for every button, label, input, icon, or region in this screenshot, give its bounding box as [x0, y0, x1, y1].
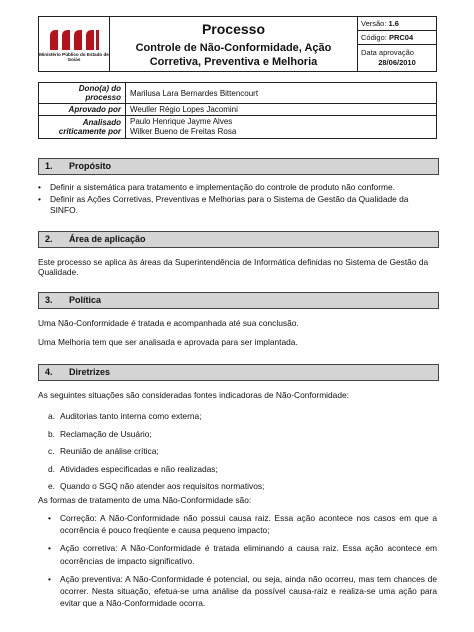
logo [39, 17, 110, 72]
approval-date: 28/06/2010 [378, 58, 416, 68]
owner-label: Dono(a) do processo [39, 83, 126, 104]
list-item: b. Reclamação de Usuário; [48, 428, 152, 439]
section-header-purpose: 1. Propósito [38, 158, 439, 175]
guidelines-intro: As seguintes situações são consideradas fontes indicadoras de Não-Conformidade: [38, 390, 349, 400]
document-header [38, 16, 437, 72]
code-cell: Código: PRC04 [358, 31, 437, 45]
list-item: a. Auditorias tanto interna como externa; [48, 411, 202, 421]
reviewed-label: Analisado criticamente por [39, 116, 126, 139]
version-cell: Versão: 1.6 [358, 17, 437, 31]
policy-text-2: Uma Melhoria tem que ser analisada e aprovada para ser implantada. [38, 337, 298, 347]
list-item: d. Atividades especificadas e não realizadas; [48, 463, 218, 474]
page-subtitle: Controle de Não-Conformidade, Ação Corretiva, Preventiva e Melhoria [135, 41, 332, 68]
purpose-list [38, 182, 437, 215]
list-item: • Ação corretiva: A Não-Conformidade é tratada eliminando a causa raiz. Essa ação acontece em ocorrências de impacto significativo. [48, 542, 437, 566]
policy-text-1: Uma Não-Conformidade é tratada e acompanhada até sua conclusão. [38, 318, 299, 328]
table-row [39, 116, 437, 139]
mp-logo-icon [39, 28, 109, 50]
page-title: Processo [201, 20, 266, 37]
nc-sources-list [48, 408, 428, 496]
section-header-policy: 3. Política [38, 292, 439, 309]
list-item: • Definir a sistemática para tratamento e implementação do controle de produto não conforme. [38, 182, 437, 192]
list-item: c. Reunião de análise crítica; [48, 446, 159, 456]
list-item: • Ação preventiva: A Não-Conformidade é potencial, ou seja, ainda não ocorreu, mas tem chances de ocorrer. Nesta situação, efetua-se uma análise da possível causa-raiz e realiza-se uma ação para evitar que a Não-Conformidade ocorra. [48, 573, 437, 610]
approved-value: Weuller Régio Lopes Jacomini [126, 104, 437, 116]
table-row [39, 104, 437, 116]
title-cell [110, 17, 358, 72]
list-item: • Definir as Ações Corretivas, Preventivas e Melhorias para o Sistema de Gestão da Qualidade da SINFO. [38, 194, 437, 215]
table-row [39, 83, 437, 104]
approval-cell: Data aprovação 28/06/2010 [358, 45, 437, 72]
code-value: PRC04 [388, 32, 414, 42]
section-header-guidelines: 4. Diretrizes [38, 364, 439, 381]
responsibles-table [38, 82, 437, 139]
logo-text: Ministério Público do Estado de Goiás [39, 52, 109, 62]
reviewed-value: Paulo Henrique Jayme Alves Wilker Bueno de Freitas Rosa [126, 116, 437, 139]
approved-label: Aprovado por [39, 104, 126, 116]
section-header-scope: 2. Área de aplicação [38, 231, 439, 248]
version-value: 1.6 [388, 18, 399, 28]
forms-intro: As formas de tratamento de uma Não-Conformidade são: [38, 495, 252, 505]
list-item: e. Quando o SGQ não atender aos requisitos normativos; [48, 481, 265, 491]
scope-text: Este processo se aplica às áreas da Superintendência de Informática definidas no Sistema de Gestão da Qualidade. [38, 257, 429, 278]
owner-value: Marilusa Lara Bernardes Bittencourt [126, 83, 437, 104]
list-item: • Correção: A Não-Conformidade não possui causa raiz. Essa ação acontece nos casos em que a ocorrência é pouco freqüente e causa pequeno impacto; [48, 512, 437, 536]
forms-list [48, 512, 437, 609]
